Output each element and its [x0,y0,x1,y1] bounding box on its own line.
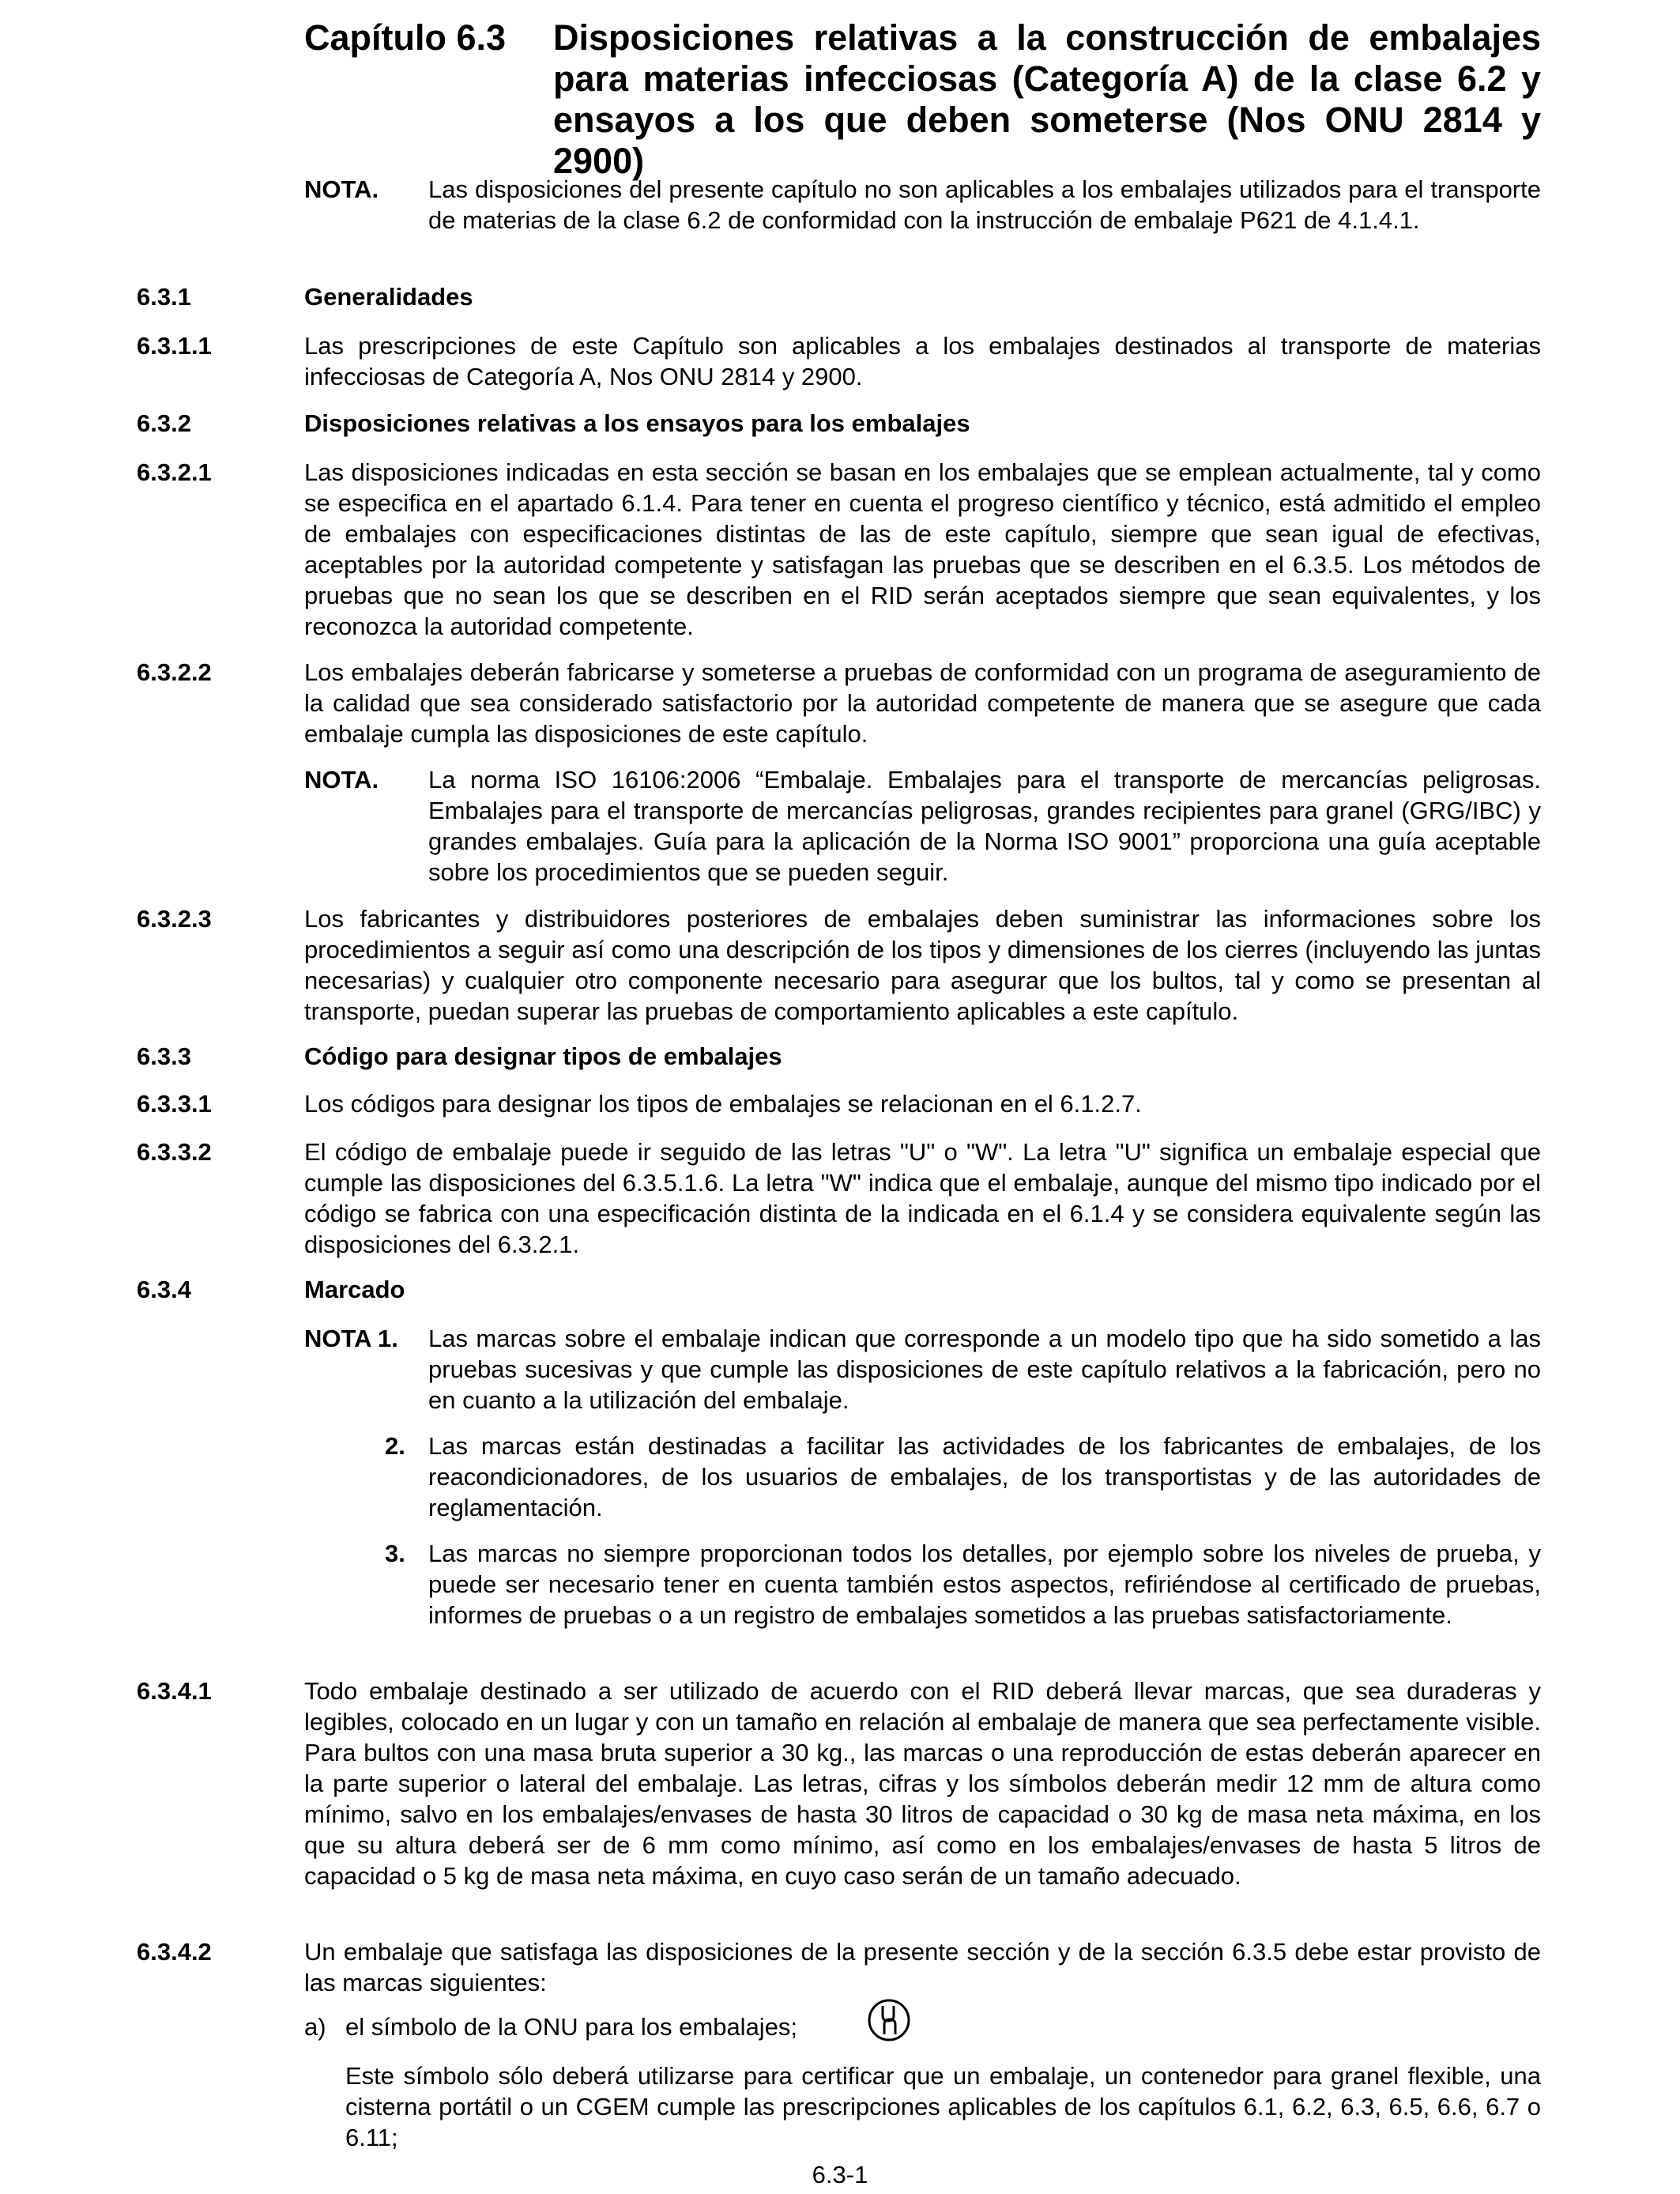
section-6-3-4-1-text: Todo embalaje destinado a ser utilizado de acuerdo con el RID deberá llevar marcas, que sea duraderas y legibles, colocado en un lugar y con un tamaño en relación al embalaje de manera que sea perfectamente visible. Para bultos con una masa bruta superior a 30 kg., las marcas o una reproducción de estas deberán aparecer en la parte superior o lateral del embalaje. Las letras, cifras y los símbolos deberán medir 12 mm de altura como mínimo, salvo en los embalajes/envases de hasta 30 litros de capacidad o 30 kg de masa neta máxima, en los que su altura deberá ser de 6 mm como mínimo, así como en los embalajes/envases de hasta 5 litros de capacidad o 5 kg de masa neta máxima, en cuyo caso serán de un tamaño adecuado. [304,1677,1541,1890]
intro-note-label: NOTA. [304,175,379,203]
chapter-title: Disposiciones relativas a la construcción de embalajes para materias infecciosas (Categoría A) de la clase 6.2 y ensayos a los que deben someterse (Nos ONU 2814 y 2900) [553,17,1541,181]
section-6-3-2-number: 6.3.2 [137,409,191,437]
section-6-3-1-number: 6.3.1 [137,283,191,311]
section-6-3-2-3-text: Los fabricantes y distribuidores posteriores de embalajes deben suministrar las informaciones sobre los procedimientos a seguir así como una descripción de los tipos y dimensiones de los cierres (incluyendo las juntas necesarias) y cualquier otro componente necesario para asegurar que los bultos, tal y como se presentan al transporte, puedan superar las pruebas de comportamiento aplicables a este capítulo. [304,905,1541,1025]
item-a-paragraph: Este símbolo sólo deberá utilizarse para certificar que un embalaje, un contenedor para granel flexible, una cisterna portátil o un CGEM cumple las prescripciones aplicables de los capítulos 6.1, 6.2, 6.3, 6.5, 6.6, 6.7 o 6.11; [345,2062,1541,2151]
section-6-3-2-3-number: 6.3.2.3 [137,905,212,933]
section-6-3-2-2-note-text: La norma ISO 16106:2006 “Embalaje. Embalajes para el transporte de mercancías peligrosas. Embalajes para el transporte de mercancías peligrosas, grandes recipientes para granel (GRG/IBC) y grandes embalajes. Guía para la aplicación de la Norma ISO 9001” proporciona una guía aceptable sobre los procedimientos que se pueden seguir. [428,766,1541,886]
section-6-3-4-note-3-text: Las marcas no siempre proporcionan todos los detalles, por ejemplo sobre los niveles de prueba, y puede ser necesario tener en cuenta también estos aspectos, refiriéndose al certificado de pruebas, informes de pruebas o a un registro de embalajes sometidos a las pruebas satisfactoriamente. [428,1540,1541,1629]
section-6-3-2-1-text: Las disposiciones indicadas en esta sección se basan en los embalajes que se emplean actualmente, tal y como se especifica en el apartado 6.1.4. Para tener en cuenta el progreso científico y técnico, está admitido el empleo de embalajes con especificaciones distintas de las de este capítulo, siempre que sean igual de efectivas, aceptables por la autoridad competente y satisfagan las pruebas que se describen en el 6.3.5. Los métodos de pruebas que no sean los que se describen en el RID serán aceptados siempre que sean equivalentes, y los reconozca la autoridad competente. [304,458,1541,640]
section-6-3-2-2-number: 6.3.2.2 [137,658,212,686]
section-6-3-2-2-text: Los embalajes deberán fabricarse y someterse a pruebas de conformidad con un programa de aseguramiento de la calidad que sea considerado satisfactorio por la autoridad competente de manera que se asegure que cada embalaje cumpla las disposiciones de este capítulo. [304,658,1541,748]
section-6-3-4-note-1-text: Las marcas sobre el embalaje indican que corresponde a un modelo tipo que ha sido sometido a las pruebas sucesivas y que cumple las disposiciones de este capítulo relativos a la fabricación, pero no en cuanto a la utilización del embalaje. [428,1325,1541,1414]
section-6-3-4-note-3-label: 3. [385,1540,405,1567]
section-6-3-4-2-text: Un embalaje que satisfaga las disposiciones de la presente sección y de la sección 6.3.5 debe estar provisto de las marcas siguientes: [304,1938,1541,1996]
chapter-number: Capítulo 6.3 [304,17,507,58]
section-6-3-2-title: Disposiciones relativas a los ensayos para los embalajes [304,409,970,437]
section-6-3-1-1-number: 6.3.1.1 [137,332,212,360]
item-a-label: a) [304,2013,326,2041]
intro-note-text: Las disposiciones del presente capítulo no son aplicables a los embalajes utilizados para el transporte de materias de la clase 6.2 de conformidad con la instrucción de embalaje P621 de 4.1.4.1. [428,175,1541,234]
section-6-3-2-2-note-label: NOTA. [304,766,379,794]
section-6-3-3-1-number: 6.3.3.1 [137,1090,212,1118]
section-6-3-3-2-text: El código de embalaje puede ir seguido de las letras "U" o "W". La letra "U" significa un embalaje especial que cumple las disposiciones del 6.3.5.1.6. La letra "W" indica que el embalaje, aunque del mismo tipo indicado por el código se fabrica con una especificación distinta de la indicada en el 6.1.4 y se considera equivalente según las disposiciones del 6.3.2.1. [304,1138,1541,1258]
section-6-3-3-number: 6.3.3 [137,1042,191,1070]
section-6-3-3-title: Código para designar tipos de embalajes [304,1042,782,1070]
section-6-3-1-title: Generalidades [304,283,473,311]
section-6-3-4-2-number: 6.3.4.2 [137,1938,212,1966]
section-6-3-4-note-1-label: NOTA 1. [304,1325,398,1352]
un-packaging-symbol-icon [867,1998,911,2042]
section-6-3-4-number: 6.3.4 [137,1276,191,1303]
section-6-3-4-note-2-text: Las marcas están destinadas a facilitar las actividades de los fabricantes de embalajes, de los reacondicionadores, de los usuarios de embalajes, de los transportistas y de las autoridades de reglamentación. [428,1432,1541,1521]
section-6-3-4-title: Marcado [304,1276,405,1303]
section-6-3-4-1-number: 6.3.4.1 [137,1677,212,1705]
section-6-3-1-1-text: Las prescripciones de este Capítulo son aplicables a los embalajes destinados al transporte de materias infecciosas de Categoría A, Nos ONU 2814 y 2900. [304,332,1541,390]
section-6-3-2-1-number: 6.3.2.1 [137,458,212,486]
item-a-text: el símbolo de la ONU para los embalajes; [345,2013,798,2041]
section-6-3-3-1-text: Los códigos para designar los tipos de embalajes se relacionan en el 6.1.2.7. [304,1090,1142,1118]
section-6-3-3-2-number: 6.3.3.2 [137,1138,212,1166]
page-number: 6.3-1 [812,2161,868,2188]
section-6-3-4-note-2-label: 2. [385,1432,405,1460]
